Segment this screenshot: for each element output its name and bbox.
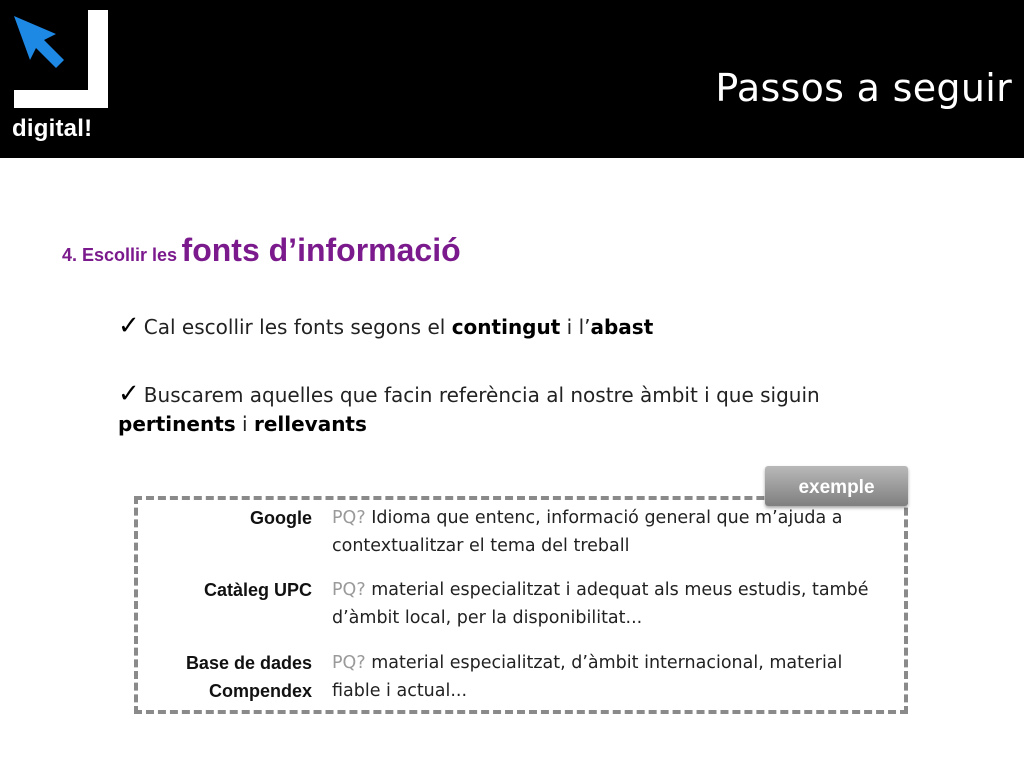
logo-text: digital!: [12, 115, 93, 142]
heading-main: fonts d’informació: [181, 232, 461, 268]
source-reason: Idioma que entenc, informació general que m’ajuda a contextualitzar el tema del treball: [332, 508, 843, 556]
source-description: [332, 576, 892, 632]
bullet-bold: contingut: [451, 315, 561, 339]
bullet-text: Buscarem aquelles que facin referència al nostre àmbit i que siguin: [143, 383, 820, 407]
page-title: Passos a seguir: [715, 66, 1012, 110]
bullet-bold: pertinents: [118, 412, 236, 436]
bullet-text: Cal escollir les fonts segons el: [143, 315, 452, 339]
bullet-item: [118, 380, 928, 439]
example-tag: exemple: [765, 466, 908, 506]
pq-label: PQ?: [332, 580, 366, 600]
section-heading: [62, 232, 461, 269]
bullet-item: [118, 312, 928, 342]
bullet-bold: abast: [590, 315, 654, 339]
header-bar: [0, 0, 1024, 158]
bullet-bold: rellevants: [253, 412, 367, 436]
source-reason: material especialitzat i adequat als meus estudis, també d’àmbit local, per la disponibilitat...: [332, 580, 869, 628]
source-reason: material especialitzat, d’àmbit internacional, material fiable i actual...: [332, 653, 843, 701]
pq-label: PQ?: [332, 508, 366, 528]
source-name: Catàleg UPC: [203, 580, 312, 600]
bullet-text: i: [235, 412, 254, 436]
source-name: Google: [250, 508, 312, 528]
heading-prefix: 4. Escollir les: [62, 245, 178, 265]
source-name: Base de dades Compendex: [185, 653, 312, 701]
bullet-text: i l’: [560, 315, 591, 339]
checkmark-icon: ✓: [118, 311, 140, 341]
source-description: [332, 504, 892, 560]
pq-label: PQ?: [332, 653, 366, 673]
source-description: [332, 649, 892, 705]
checkmark-icon: ✓: [118, 379, 140, 409]
